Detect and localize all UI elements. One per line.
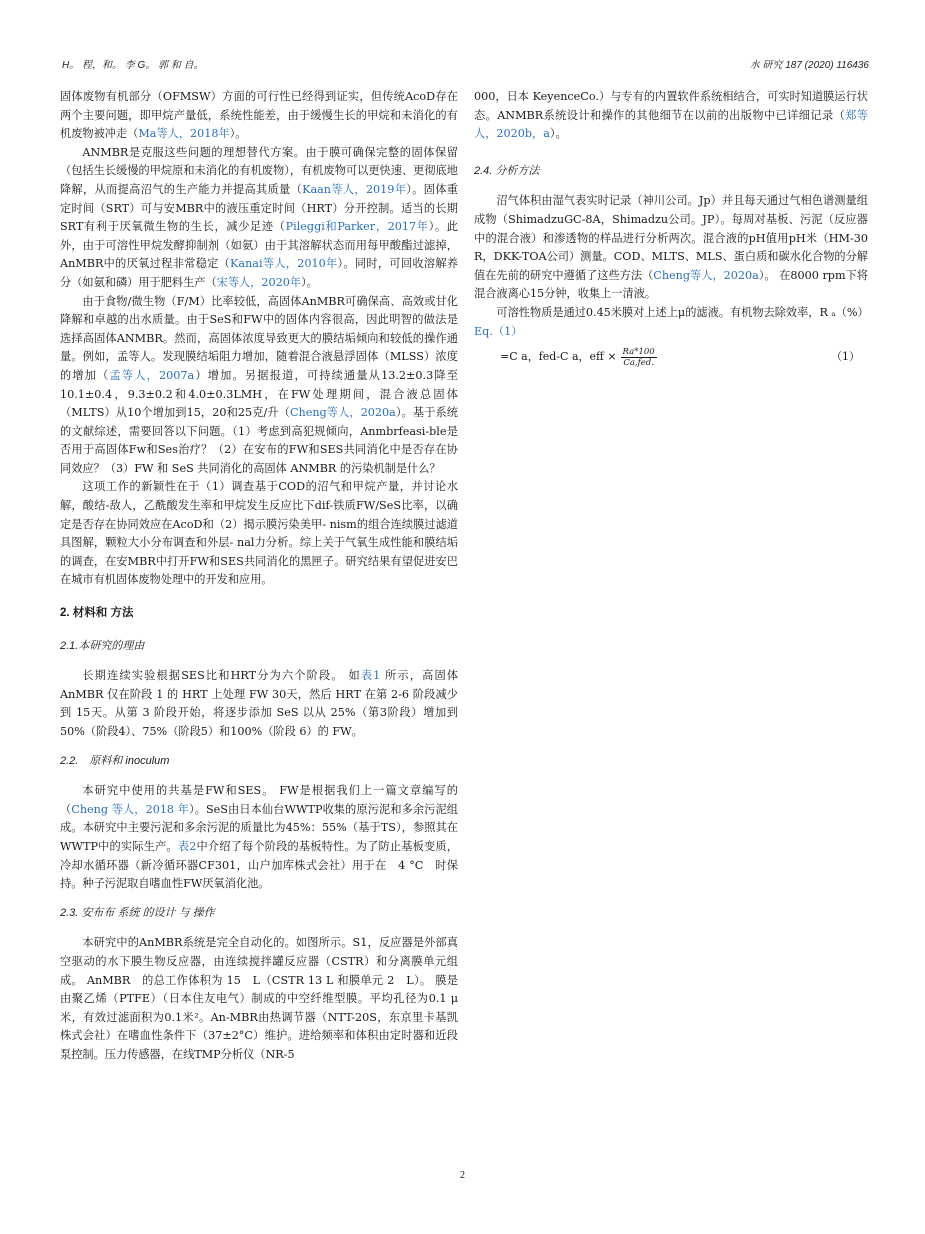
subsection-heading-2-1: 2.1.本研究的理由 (60, 639, 145, 652)
citation-link[interactable]: Ma等人，2018年 (138, 127, 230, 141)
running-head-journal: 水 研究 187 (2020) 116436 (749, 60, 869, 71)
equation-1 (474, 347, 868, 368)
text: ）。基于系统的文献综述，需要回答以下问题。（1）考虑到高犯规倾向，Anmbrfeasi-ble是否用于高固体Fw和Ses治疗？（2）在安布的FW和SES共同消化中是否存在协同效应？（3）FW 和 SeS 共同消化的高固体 ANMBR 的污染机制是什么？ (60, 406, 458, 475)
fraction-denominator: Ca,fed. (623, 358, 654, 369)
text: ）。SeS由日本仙台WWTP收集的原污泥和多余污泥组成。本研究中主要污泥和多余污泥的质量比为45%：55%（基于TS），参照其在WWTP中的实际生产。 (60, 802, 458, 853)
citation-link[interactable]: 孟等人，2007a (109, 368, 195, 382)
table-link[interactable]: 表1 (360, 669, 381, 683)
text: ）。 在8000 rpm下将混合液离心15分钟，收集上一清液。 (474, 268, 868, 301)
citation-link[interactable]: Cheng等人，2020a (653, 268, 759, 282)
paragraph-phases (60, 667, 458, 741)
text: 000，日本 KeyenceCo.）与专有的内置软件系统相结合，可实时知道膜运行状态。ANMBR系统设计和操作的其他细节在以前的出版物中已详细记录（ (474, 90, 868, 122)
text: ANMBR是克服这些问题的理想替代方案。由于膜可确保完整的固体保留（包括生长缓慢的甲烷原和未消化的有机废物），有机废物可以更快速、更彻底地降解，从而提高沼气的生产能力并提高其质量（ (60, 145, 458, 196)
paragraph-intro-continued (60, 88, 458, 144)
citation-link[interactable]: Pileggi和Parker，2017年 (285, 220, 429, 234)
page-number: 2 (460, 1170, 465, 1181)
equation-number: （1） (831, 350, 860, 364)
left-column (60, 88, 458, 1065)
paragraph-design-continued (474, 88, 868, 144)
equation-fraction (621, 347, 657, 368)
equation-link[interactable]: Eq.（1） (474, 324, 523, 338)
text: 长期连续实验根据SES比和HRT分为六个阶段。 如 (82, 669, 361, 683)
text: ）。 (549, 127, 567, 141)
subsection-heading-2-3: 2.3. 安布布 系统 的设计 与 操作 (60, 906, 215, 919)
text: 中介绍了每个阶段的基板特性。为了防止基板变质，冷却水循环器（新冷循环器CF301，山户加库株式会社）用于在 4 °C 时保持。种子污泥取自嗜血性FW厌氧消化池。 (60, 839, 458, 891)
text: 本研究中使用的共基是FW和SES。 FW是根据我们上一篇文章编写的（ (60, 784, 458, 816)
citation-link[interactable]: Kaan等人，2019年 (302, 182, 407, 196)
table-link[interactable]: 表2 (177, 839, 197, 853)
text: ）。 (301, 275, 318, 289)
text: 由于食物/微生物（F/M）比率较低，高固体AnMBR可确保高、高效或甘化降解和卓越的出水质量。由于SeS和FW中的固体内容很高，因此明智的做法是选择高固体ANMBR。然而，高固体浓度导致更大的膜结垢倾向和较低的操作通量。例如，孟等人。发现膜结垢阻力增加，随着混合液悬浮固体（MLSS）浓度的增加（ (60, 294, 458, 382)
right-column (474, 88, 880, 369)
text: ）。固体重定时间（SRT）可与安MBR中的液压重定时间（HRT）分开控制。适当的长期SRT有利于厌氧微生物的生长，减少足迹（ (60, 182, 458, 234)
text: 沼气体积由湿气表实时记录（神川公司。Jp）并且每天通过气相色谱测量组成物（ShimadzuGC-8A，Shimadzu公司。JP）。每周对基板、污泥（反应器中的混合液）和渗透物的样品进行分析两次。混合液的pH值用pH米（HM-30 R，DKK-TOA公司）测量。COD、MLTS、MLS、蛋白质和碳水化合物的分解值在先前的研究中遵循了这些方法（ (474, 194, 880, 282)
equation-lhs: =C a，fed-C a，eff × (500, 350, 617, 364)
text: ）增加。另据报道，可持续通量从13.2±0.3降至10.1±0.4，9.3±0.2和4.0±0.3LMH，在FW处理期间，混合液总固体（MLTS）从10个增加到15，20和25克/升（ (60, 368, 458, 420)
paragraph-fm-ratio (60, 293, 458, 479)
running-head-authors: H。 程，和。 李 G。 郭 和 自。 (62, 60, 204, 71)
equation-body (474, 347, 657, 368)
citation-link[interactable]: Cheng等人，2020a (289, 406, 396, 420)
subsection-heading-2-4: 2.4. 分析方法 (474, 164, 540, 177)
text: ）。 (229, 127, 247, 141)
paragraph-substrates (60, 782, 458, 894)
text: 所示，高固体AnMBR 仅在阶段 1 的 HRT 上处理 FW 30天，然后 HRT 在第 2-6 阶段减少到 15天。从第 3 阶段开始，将逐步添加 SeS 以从 25%（第3阶段）增加到50%（阶段4）、75%（阶段5）和100%（阶段 6）的 FW。 (60, 669, 459, 738)
paragraph-anmbr (60, 144, 458, 293)
paragraph-novelty: 这项工作的新颖性在于（1）调查基于COD的沼气和甲烷产量，并讨论水解，酸结-敌人，乙酰酸发生率和甲烷发生反应比下dif-铁质FW/SeS比率，以确定是否存在协同效应在AcoD和（2）揭示膜污染美甲- nism的组合连续膜过滤道具图解，颗粒大小分布调查和外层- nal力分析。综上关于气氧生成性能和膜结垢的调查，在安MBR中打开FW和SES共同消化的黑匣子。研究结果有望促进安巴在城市有机固体废物处理中的开发和应用。 (60, 480, 458, 587)
text: 固体废物有机部分（OFMSW）方面的可行性已经得到证实，但传统AcoD存在两个主要问题，即甲烷产量低，系统性能差，由于缓慢生长的甲烷和未消化的有机废物被冲走（ (60, 90, 458, 141)
paragraph-removal-efficiency (474, 304, 868, 341)
citation-link[interactable]: Cheng 等人，2018 年 (71, 802, 190, 816)
citation-link[interactable]: Kanai等人，2010年 (230, 257, 338, 271)
subsection-heading-2-2: 2.2. 原料和 inoculum (60, 754, 170, 767)
citation-link[interactable]: 郑等人，2020b，a (474, 108, 868, 141)
paragraph-analysis-methods (474, 192, 880, 304)
section-heading-materials-methods: 2. 材料和 方法 (60, 607, 134, 620)
citation-link[interactable]: 宋等人，2020年 (216, 275, 302, 289)
paragraph-system-design: 本研究中的AnMBR系统是完全自动化的。如图所示。S1，反应器是外部真空驱动的水下膜生物反应器，由连续搅拌罐反应器（CSTR）和分离膜单元组成。 AnMBR 的总工作体积为 15 L（CSTR 13 L 和膜单元 2 L）。 膜是由聚乙烯（PTFE）（日本住友电气）制成的中空纤维型膜。平均孔径为0.1 μ米，有效过滤面积为0.1米²。An-MBR由热调节器（NTT-20S，东京里卡基凯株式会社）在嗜血性条件下（37±2°C）维护。进给频率和体积由定时器和近段泵控制。压力传感器，在线TMP分析仪（NR-5 (60, 936, 458, 1061)
text: ）。此外，由于可溶性甲烷发酵抑制剂（如氨）由于其溶解状态而用每甲酸酯过滤掉，AnMBR中的厌氧过程非常稳定（ (60, 220, 458, 271)
text: ）。同时，可回收溶解养分（如氨和磷）用于肥料生产（ (60, 257, 459, 289)
text: 可溶性物质是通过0.45米膜对上述上μ的滤液。有机物去除效率，R ₐ（%） (496, 305, 869, 319)
fraction-numerator: Ra*100 (622, 347, 655, 358)
